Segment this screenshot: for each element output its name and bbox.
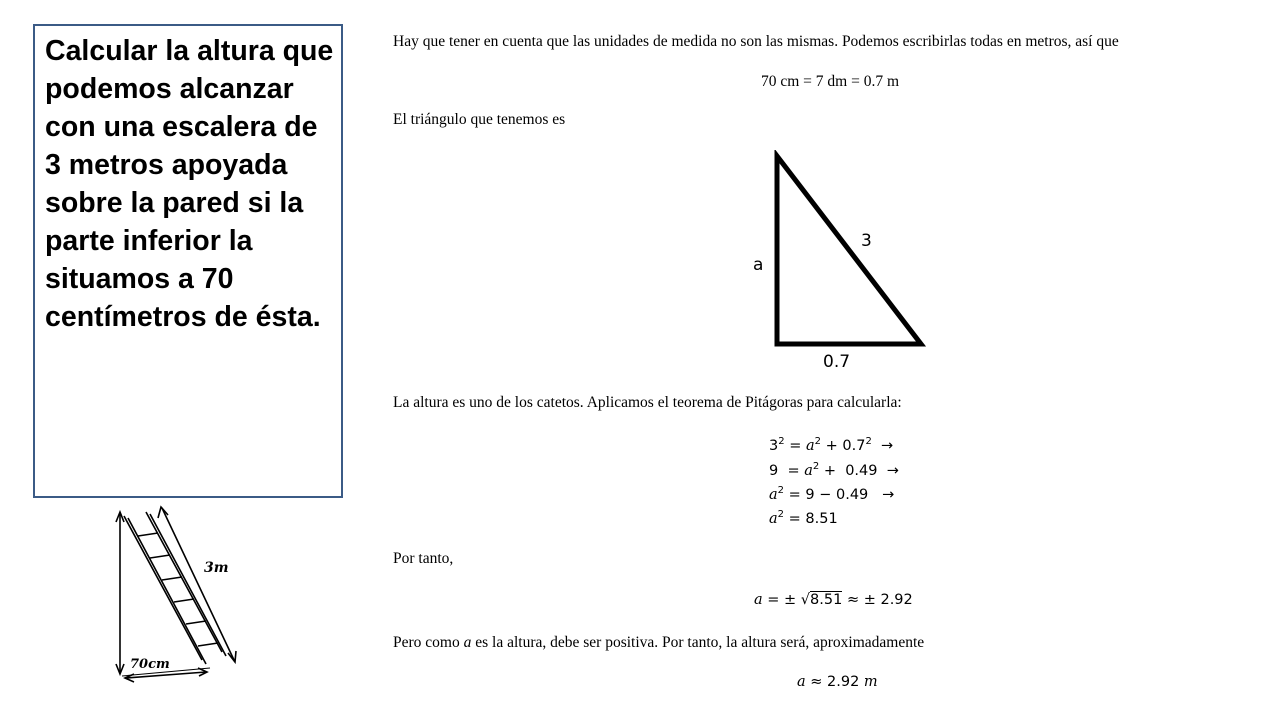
- triangle-side-label: a: [753, 255, 764, 275]
- root-result: a = ± √8.51 ≈ ± 2.92: [754, 592, 913, 608]
- ladder-length-label: 3m: [204, 560, 229, 576]
- problem-text: Calcular la altura que podemos alcanzar con una escalera de 3 metros apoyada sobre la pared si la parte inferior la situamos a 70 centímetros de ésta.: [45, 35, 334, 333]
- triangle-base-label: 0.7: [823, 352, 851, 372]
- ladder-figure: [110, 500, 250, 690]
- pythagoras-intro: La altura es uno de los catetos. Aplicamos el teorema de Pitágoras para calcularla:: [393, 394, 902, 411]
- right-triangle: [777, 156, 921, 344]
- triangle-intro: El triángulo que tenemos es: [393, 111, 566, 128]
- ladder-base-label: 70cm: [130, 657, 170, 672]
- equation-line-2: $9 = a^2 + 0.49$ →: [769, 461, 899, 479]
- conclusion-text: Pero como a es la altura, debe ser positiva. Por tanto, la altura será, aproximadamente: [393, 634, 925, 651]
- square-root-icon: √: [800, 592, 811, 608]
- equation-line-3: $a^2 = 9 - 0.49$ →: [769, 485, 895, 503]
- unit-conversion: 70 cm = 7 dm = 0.7 m: [761, 73, 900, 90]
- equation-line-1: $3^2 = a^2 + 0.7^2$ →: [769, 436, 894, 454]
- final-answer: a ≈ 2.92 m: [797, 674, 878, 690]
- problem-box: [33, 24, 343, 498]
- ladder-drawing: [116, 507, 236, 682]
- equation-line-4: $a^2 = 8.51$: [769, 509, 838, 527]
- triangle-hypotenuse-label: 3: [861, 231, 872, 251]
- therefore-text: Por tanto,: [393, 550, 454, 567]
- solution-intro: Hay que tener en cuenta que las unidades de medida no son las mismas. Podemos escribirlas todas en metros, así que: [393, 33, 1119, 50]
- triangle-figure: [745, 150, 945, 375]
